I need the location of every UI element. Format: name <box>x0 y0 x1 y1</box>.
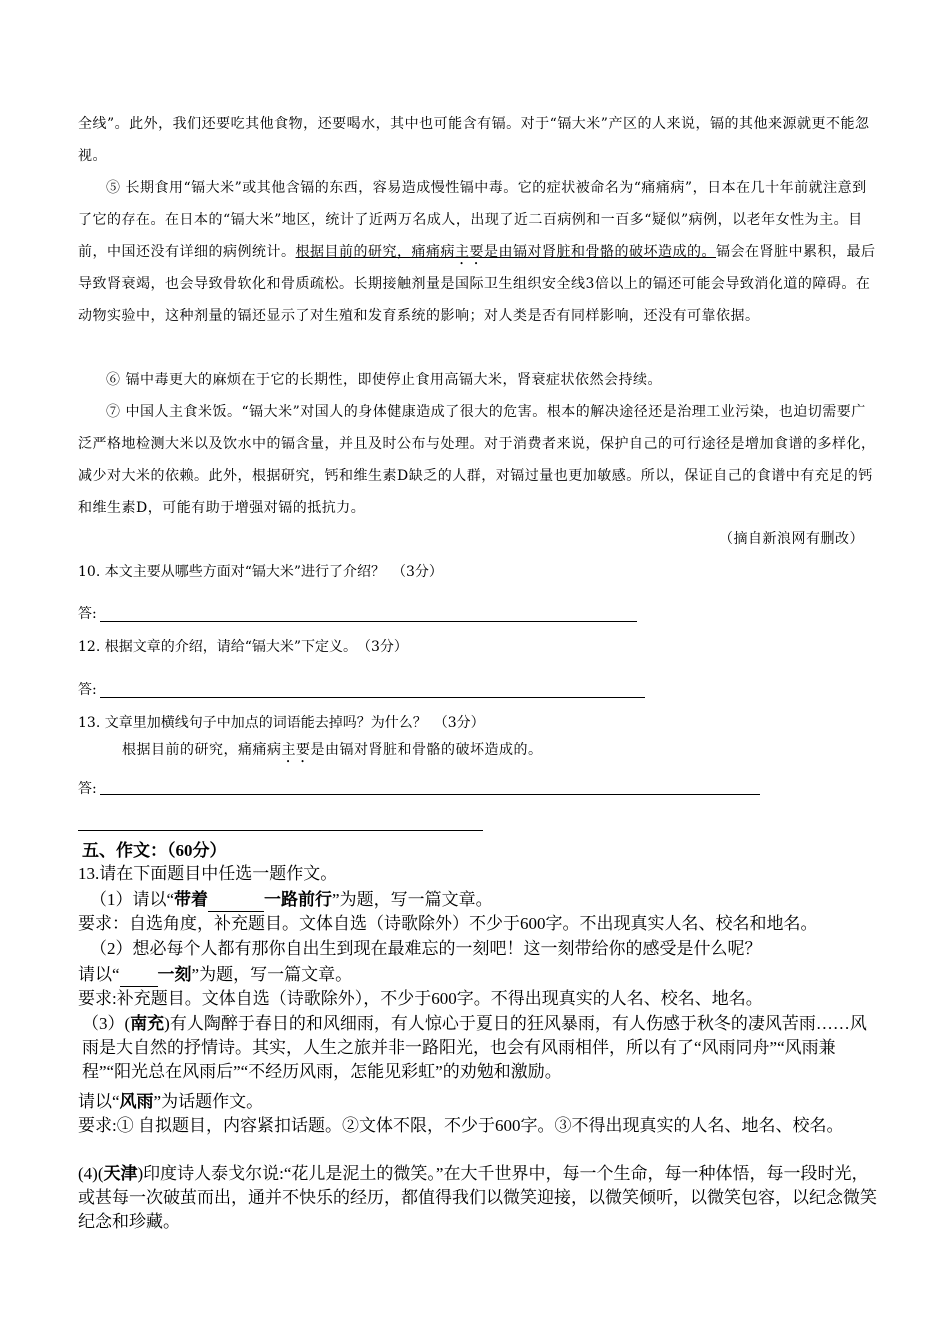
option-2: （2）想必每个人都有那你自出生到现在最难忘的一刻吧！这一刻带给你的感受是什么呢？ <box>90 939 762 958</box>
composition-intro: 13.请在下面题目中任选一题作文。 <box>78 864 338 883</box>
answer-line-13b[interactable] <box>78 830 483 831</box>
answer-label-12: 答: <box>78 682 97 698</box>
question-12: 12. 根据文章的介绍，请给“镉大米”下定义。 （3分） <box>78 639 408 655</box>
article-source: （摘自新浪网有删改） <box>719 531 864 547</box>
answer-line-13[interactable] <box>100 794 760 795</box>
answer-label-10: 答: <box>78 606 97 622</box>
answer-line-10[interactable] <box>100 621 637 622</box>
option-3-requirements: 要求:① 自拟题目，内容紧扣话题。②文体不限，不少于600字。③不得出现真实的人名、地名、校名。 <box>78 1116 844 1135</box>
option-1-requirements: 要求：自选角度，补充题目。文体自选（诗歌除外）不少于600字。不出现真实人名、校名和地名。 <box>78 914 818 933</box>
option-3-topic: 请以“风雨”为话题作文。 <box>78 1092 264 1111</box>
article-paragraph-7: ⑦ 中国人主食米饭。“镉大米”对国人的身体健康造成了很大的危害。根本的解决途径还是治理工业污染，也迫切需要广泛严格地检测大米以及饮水中的镉含量，并且及时公布与处理。对于消费者来说，保护自己的可行途径是增加食谱的多样化，减少对大米的依赖。此外，根据研究，钙和维生素D缺乏的人群，对镉过量也更加敏感。所以，保证自己的食谱中有充足的钙和维生素D，可能有助于增强对镉的抵抗力。 <box>78 404 876 516</box>
composition-heading: 五、作文：（60分） <box>82 841 227 860</box>
article-paragraph-5: ⑤ 长期食用“镉大米”或其他含镉的东西，容易造成慢性镉中毒。它的症状被命名为“痛痛病”，日本在几十年前就注意到了它的存在。在日本的“镉大米”地区，统计了近两万名成人，出现了近二百病例和一百多“疑似”病例，以老年女性为主。目前，中国还没有详细的病例统计。根据目前的研究，痛痛病主要是由镉对肾脏和骨骼的破坏造成的。镉会在肾脏中累积，最后导致肾衰竭，也会导致骨软化和骨质疏松。长期接触剂量是国际卫生组织安全线3倍以上的镉还可能会导致消化道的障碍。在动物实验中，这种剂量的镉还显示了对生殖和发育系统的影响；对人类是否有同样影响，还没有可靠依据。 <box>78 180 876 324</box>
answer-line-12[interactable] <box>100 697 645 698</box>
option-2-requirements: 要求:补充题目。文体自选（诗歌除外），不少于600字。不得出现真实的人名、校名、地名。 <box>78 989 763 1008</box>
option-3: （3）(南充)有人陶醉于春日的和风细雨，有人惊心于夏日的狂风暴雨，有人伤感于秋冬的凄风苦雨……风雨是大自然的抒情诗。其实，人生之旅并非一路阳光，也会有风雨相伴，所以有了“风雨同舟”“风雨兼程”“阳光总在风雨后”“不经历风雨，怎能见彩虹”的劝勉和激励。 <box>82 1014 867 1081</box>
underlined-sentence: 根据目前的研究，痛痛病主要是由镉对肾脏和骨骼的破坏造成的。 <box>295 244 716 260</box>
option-4: (4)(天津)印度诗人泰戈尔说:“花儿是泥土的微笑。”在大千世界中，每一个生命，每一种体悟，每一段时光，或甚每一次破茧而出，通并不快乐的经历，都值得我们以微笑迎接，以微笑倾听，以微笑包容，以纪念微笑纪念和珍藏。 <box>78 1164 877 1231</box>
article-paragraph-6: ⑥ 镉中毒更大的麻烦在于它的长期性，即使停止食用高镉大米，肾衰症状依然会持续。 <box>106 372 662 388</box>
fill-blank[interactable] <box>208 887 264 912</box>
question-13: 13. 文章里加横线句子中加点的词语能去掉吗？为什么？ （3分） <box>78 715 485 731</box>
question-13-sentence: 根据目前的研究，痛痛病主要是由镉对肾脏和骨骼的破坏造成的。 <box>122 742 543 758</box>
option-1: （1）请以“带着 一路前行”为题，写一篇文章。 <box>90 887 900 912</box>
dotted-word: 主要 <box>455 244 484 260</box>
answer-label-13: 答: <box>78 781 97 797</box>
article-paragraph-top: 全线”。此外，我们还要吃其他食物，还要喝水，其中也可能含有镉。对于“镉大米”产区的人来说，镉的其他来源就更不能忽视。 <box>78 116 870 164</box>
fill-blank[interactable] <box>120 962 158 987</box>
option-2-title: 请以“ 一刻”为题，写一篇文章。 <box>78 962 888 987</box>
dotted-word: 主要 <box>281 742 311 758</box>
question-10: 10. 本文主要从哪些方面对“镉大米”进行了介绍？ （3分） <box>78 564 443 580</box>
